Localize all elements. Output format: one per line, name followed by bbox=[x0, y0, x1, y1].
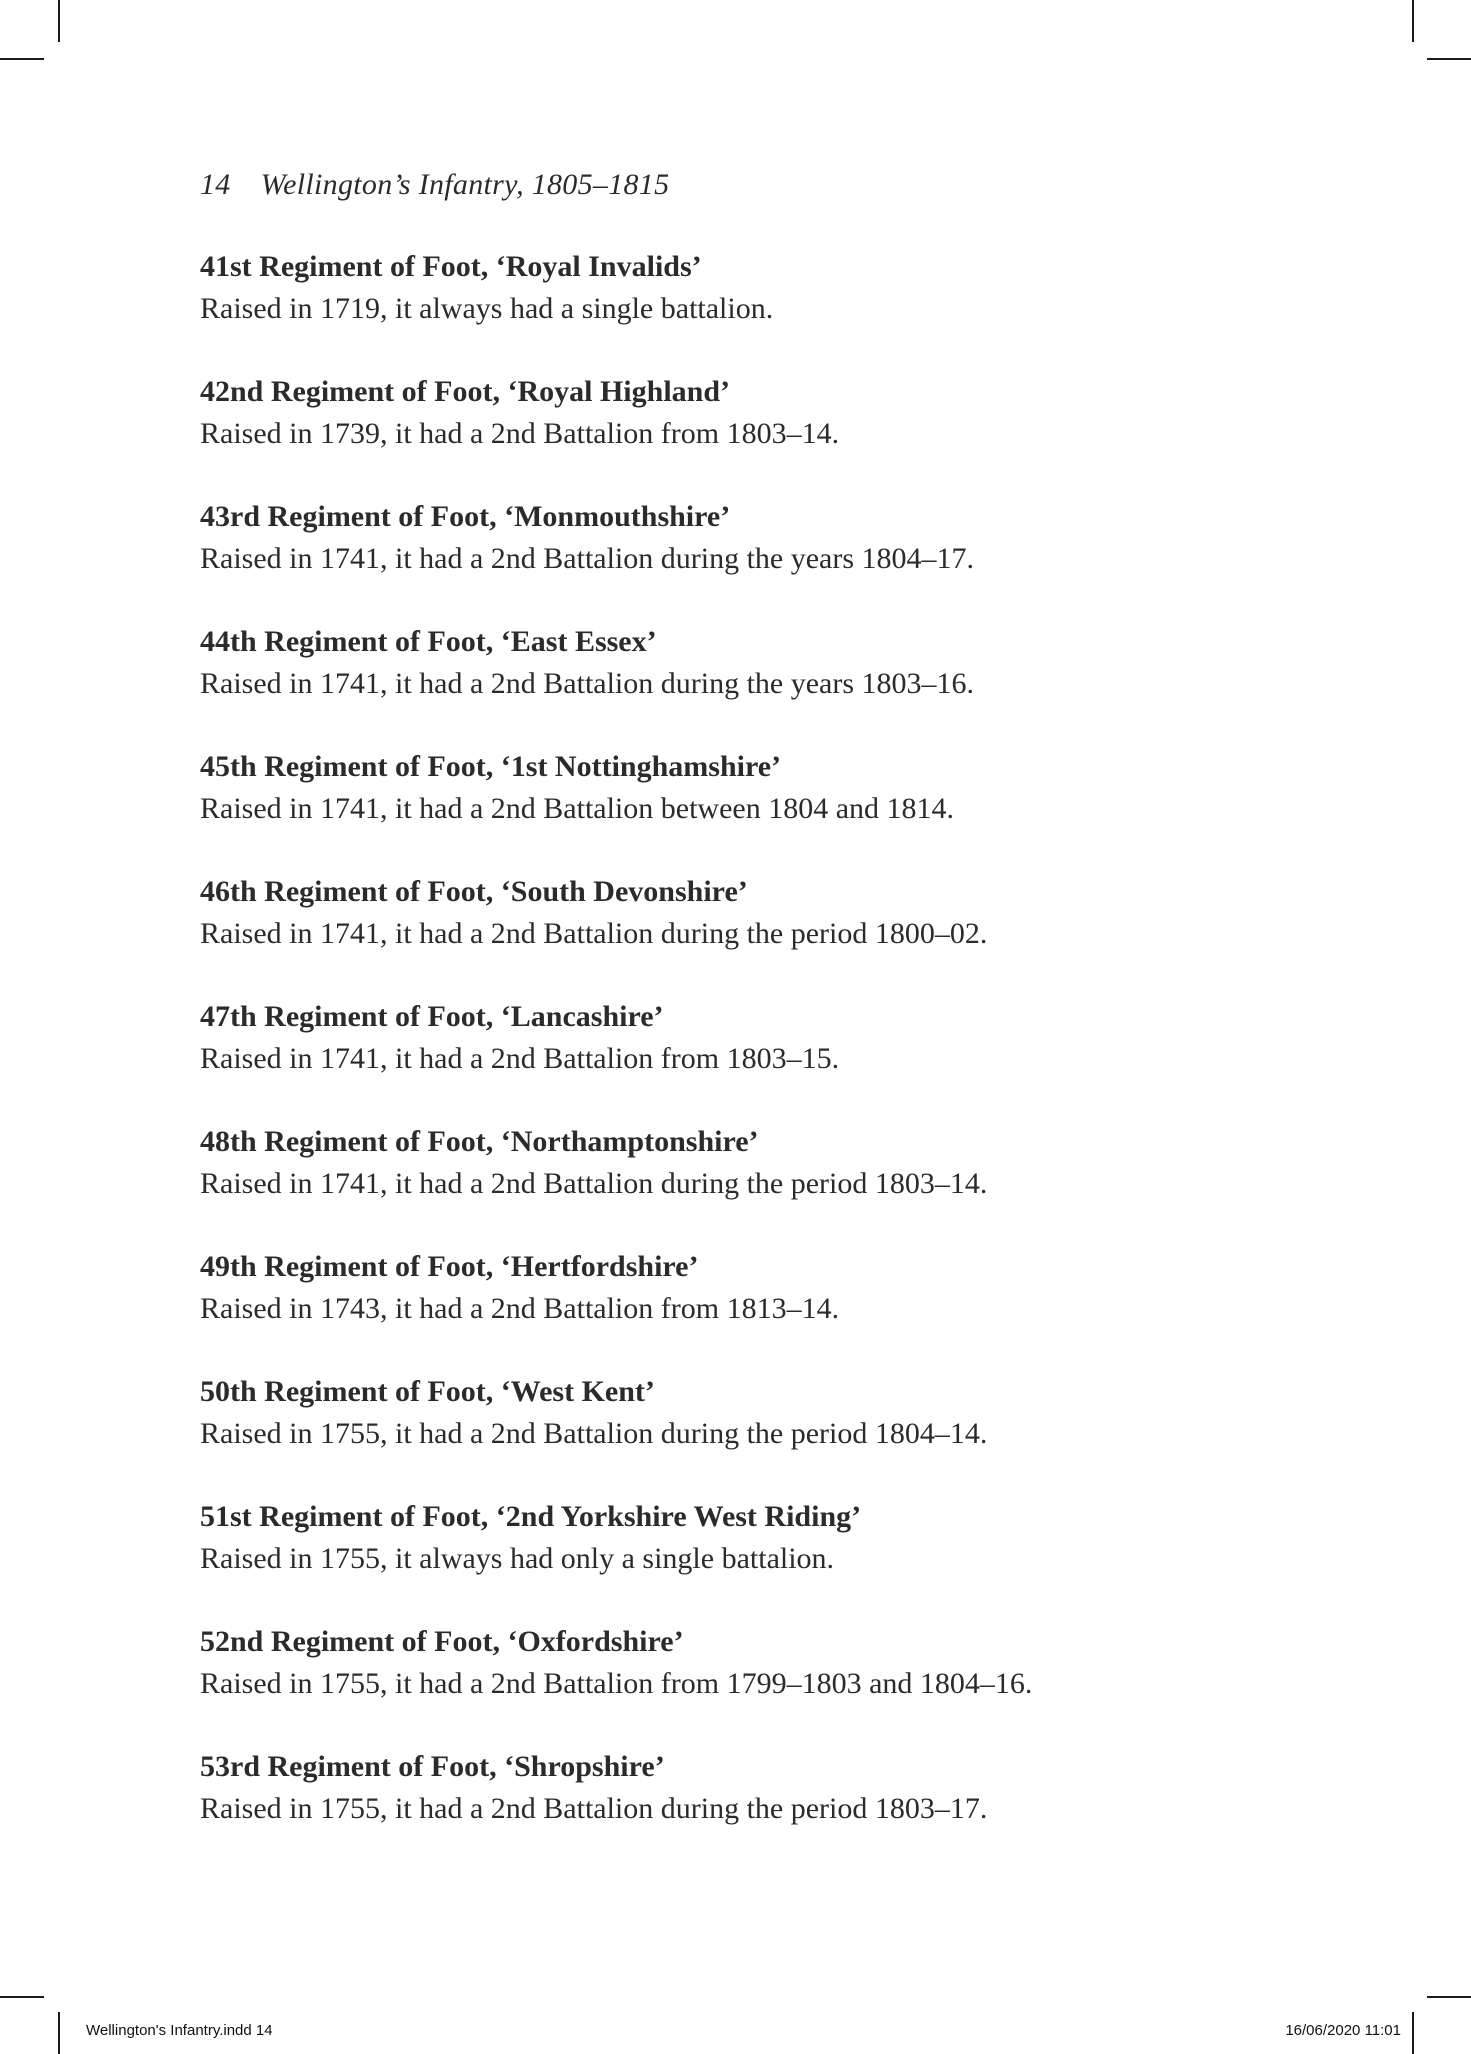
regiment-description: Raised in 1741, it had a 2nd Battalion during the years 1803–16. bbox=[200, 667, 975, 700]
regiment-title: 44th Regiment of Foot, ‘East Essex’ bbox=[200, 625, 657, 658]
regiment-entry bbox=[200, 1621, 1300, 1746]
crop-mark-bottom-right-horizontal bbox=[1427, 1996, 1471, 1998]
regiment-title: 42nd Regiment of Foot, ‘Royal Highland’ bbox=[200, 375, 731, 408]
regiment-entry bbox=[200, 1746, 1300, 1871]
regiment-title: 50th Regiment of Foot, ‘West Kent’ bbox=[200, 1375, 655, 1408]
page-number: 14 bbox=[200, 168, 231, 201]
regiment-title: 52nd Regiment of Foot, ‘Oxfordshire’ bbox=[200, 1625, 684, 1658]
regiment-description: Raised in 1755, it had a 2nd Battalion during the period 1804–14. bbox=[200, 1417, 988, 1450]
book-title: Wellington’s Infantry, 1805–1815 bbox=[260, 168, 670, 201]
regiment-description: Raised in 1741, it had a 2nd Battalion during the years 1804–17. bbox=[200, 542, 975, 575]
regiment-title: 46th Regiment of Foot, ‘South Devonshire’ bbox=[200, 875, 748, 908]
regiment-title: 47th Regiment of Foot, ‘Lancashire’ bbox=[200, 1000, 664, 1033]
regiment-title: 41st Regiment of Foot, ‘Royal Invalids’ bbox=[200, 250, 702, 283]
crop-mark-top-left-horizontal bbox=[0, 58, 44, 60]
regiment-description: Raised in 1743, it had a 2nd Battalion from 1813–14. bbox=[200, 1292, 840, 1325]
regiment-title: 49th Regiment of Foot, ‘Hertfordshire’ bbox=[200, 1250, 699, 1283]
regiment-entry bbox=[200, 1371, 1300, 1496]
regiment-title: 48th Regiment of Foot, ‘Northamptonshire’ bbox=[200, 1125, 759, 1158]
regiment-entry bbox=[200, 1496, 1300, 1621]
regiment-entry bbox=[200, 1121, 1300, 1246]
crop-mark-top-right-vertical bbox=[1412, 0, 1414, 42]
regiment-description: Raised in 1741, it had a 2nd Battalion from 1803–15. bbox=[200, 1042, 840, 1075]
crop-mark-bottom-right-vertical bbox=[1412, 2012, 1414, 2054]
regiment-entry bbox=[200, 371, 1300, 496]
crop-mark-bottom-left-vertical bbox=[58, 2012, 60, 2054]
regiment-entry bbox=[200, 871, 1300, 996]
regiment-description: Raised in 1755, it had a 2nd Battalion from 1799–1803 and 1804–16. bbox=[200, 1667, 1033, 1700]
regiment-entry bbox=[200, 246, 1300, 371]
regiment-description: Raised in 1741, it had a 2nd Battalion during the period 1800–02. bbox=[200, 917, 988, 950]
slug-timestamp: 16/06/2020 11:01 bbox=[1285, 2022, 1401, 2039]
crop-mark-top-right-horizontal bbox=[1427, 58, 1471, 60]
regiment-entry bbox=[200, 746, 1300, 871]
regiment-entry bbox=[200, 1246, 1300, 1371]
regiment-title: 53rd Regiment of Foot, ‘Shropshire’ bbox=[200, 1750, 665, 1783]
regiment-entry bbox=[200, 496, 1300, 621]
regiment-entry bbox=[200, 996, 1300, 1121]
regiment-list bbox=[200, 246, 1300, 1871]
regiment-description: Raised in 1755, it always had only a single battalion. bbox=[200, 1542, 835, 1575]
regiment-description: Raised in 1741, it had a 2nd Battalion between 1804 and 1814. bbox=[200, 792, 955, 825]
running-head bbox=[200, 168, 669, 202]
regiment-description: Raised in 1755, it had a 2nd Battalion during the period 1803–17. bbox=[200, 1792, 988, 1825]
regiment-description: Raised in 1719, it always had a single battalion. bbox=[200, 292, 774, 325]
regiment-entry bbox=[200, 621, 1300, 746]
crop-mark-top-left-vertical bbox=[58, 0, 60, 42]
regiment-title: 43rd Regiment of Foot, ‘Monmouthshire’ bbox=[200, 500, 731, 533]
crop-mark-bottom-left-horizontal bbox=[0, 1996, 44, 1998]
regiment-title: 45th Regiment of Foot, ‘1st Nottinghamshire’ bbox=[200, 750, 782, 783]
regiment-description: Raised in 1741, it had a 2nd Battalion during the period 1803–14. bbox=[200, 1167, 988, 1200]
slug-filename: Wellington's Infantry.indd 14 bbox=[86, 2022, 273, 2039]
regiment-title: 51st Regiment of Foot, ‘2nd Yorkshire West Riding’ bbox=[200, 1500, 862, 1533]
regiment-description: Raised in 1739, it had a 2nd Battalion from 1803–14. bbox=[200, 417, 840, 450]
